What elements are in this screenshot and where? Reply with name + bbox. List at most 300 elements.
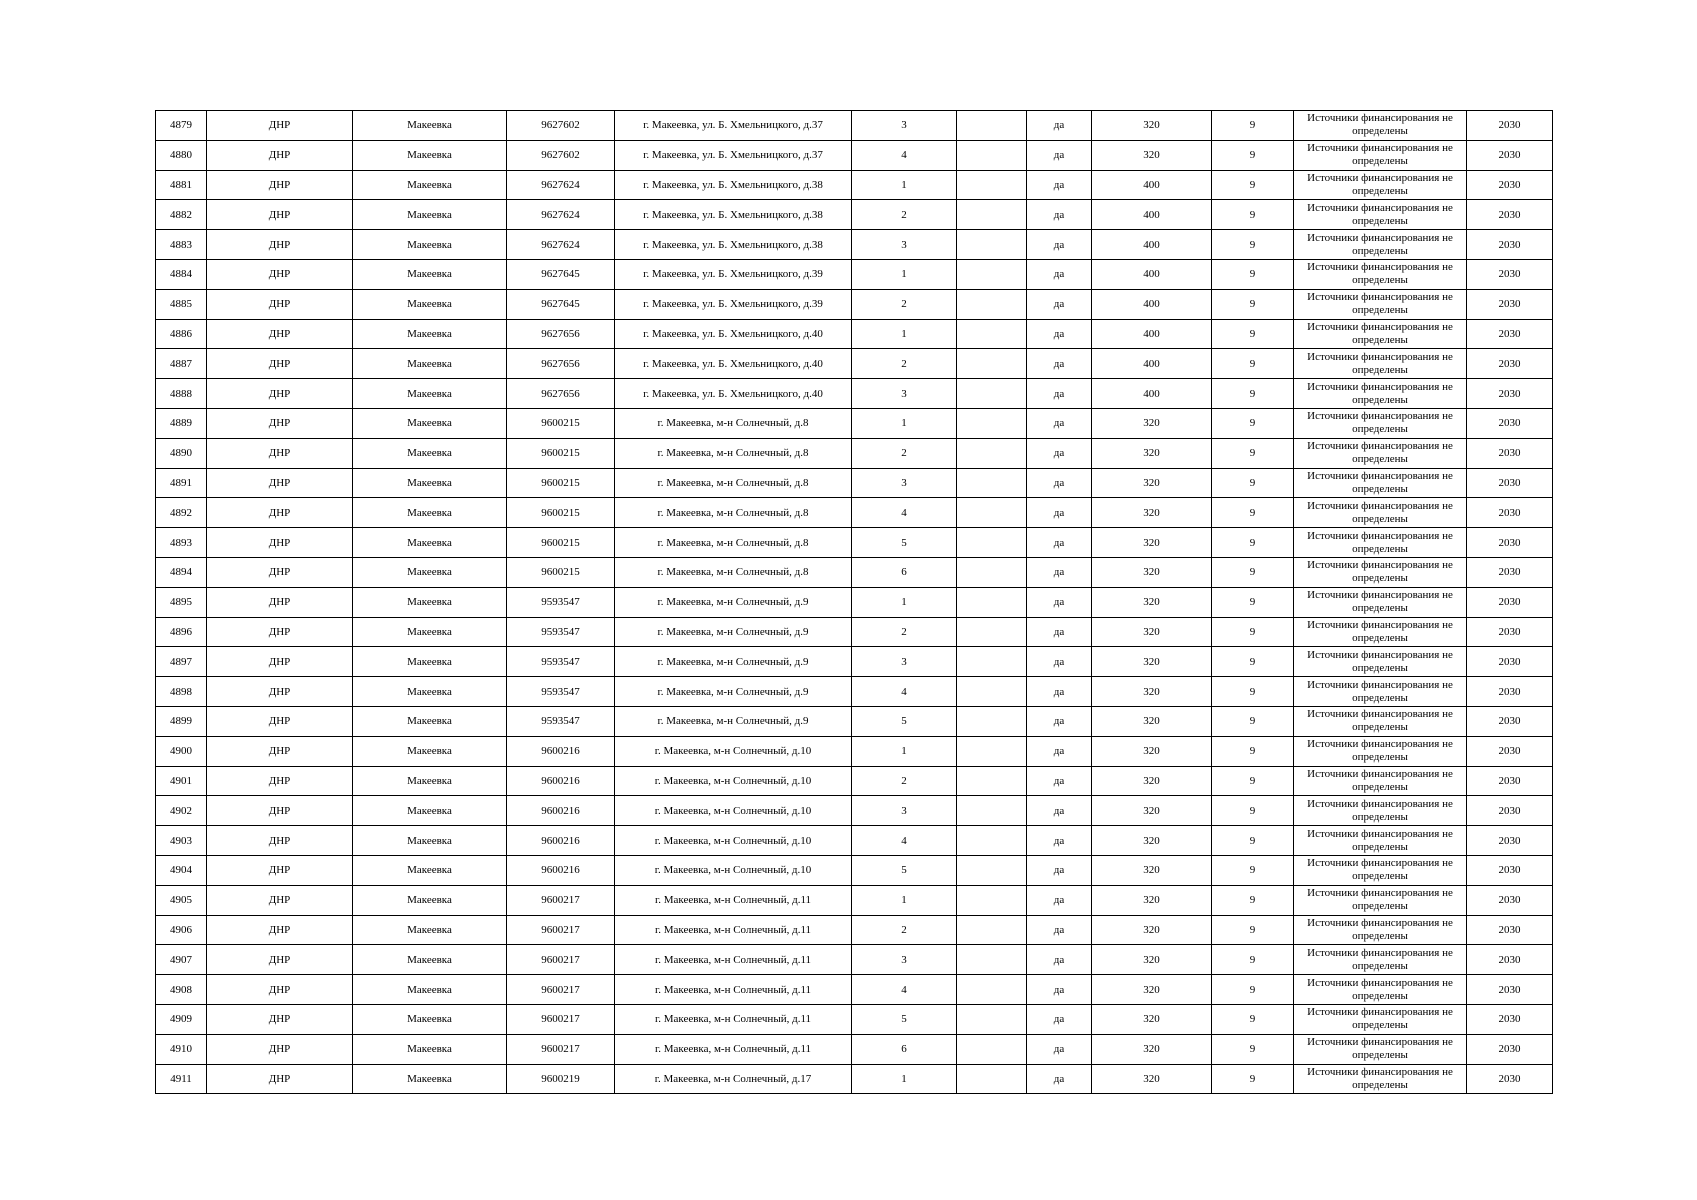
- cell-funding: Источники финансирования не определены: [1294, 796, 1467, 826]
- cell-flag: да: [1027, 140, 1092, 170]
- cell-address: г. Макеевка, м-н Солнечный, д.11: [615, 1004, 852, 1034]
- cell-city: Макеевка: [353, 885, 507, 915]
- table-row: [156, 736, 1553, 766]
- cell-address: г. Макеевка, м-н Солнечный, д.11: [615, 915, 852, 945]
- table-row: [156, 677, 1553, 707]
- cell-funding: Источники финансирования не определены: [1294, 915, 1467, 945]
- cell-city: Макеевка: [353, 826, 507, 856]
- cell-funding: Источники финансирования не определены: [1294, 170, 1467, 200]
- cell-number: 4883: [156, 230, 207, 260]
- cell-funding: Источники финансирования не определены: [1294, 319, 1467, 349]
- cell-floors: 9: [1212, 379, 1294, 409]
- cell-entrance: 2: [852, 438, 957, 468]
- cell-number: 4894: [156, 557, 207, 587]
- cell-code: 9627645: [507, 259, 615, 289]
- cell-entrance: 1: [852, 587, 957, 617]
- cell-empty: [957, 885, 1027, 915]
- cell-floors: 9: [1212, 1004, 1294, 1034]
- cell-floors: 9: [1212, 289, 1294, 319]
- cell-funding: Источники финансирования не определены: [1294, 289, 1467, 319]
- cell-code: 9593547: [507, 706, 615, 736]
- cell-region: ДНР: [207, 736, 353, 766]
- cell-entrance: 1: [852, 1064, 957, 1094]
- cell-city: Макеевка: [353, 379, 507, 409]
- cell-funding: Источники финансирования не определены: [1294, 140, 1467, 170]
- cell-floors: 9: [1212, 677, 1294, 707]
- cell-flag: да: [1027, 259, 1092, 289]
- cell-region: ДНР: [207, 200, 353, 230]
- cell-number: 4881: [156, 170, 207, 200]
- table-row: [156, 915, 1553, 945]
- cell-year: 2030: [1467, 200, 1553, 230]
- cell-capacity: 400: [1092, 170, 1212, 200]
- cell-number: 4884: [156, 259, 207, 289]
- cell-empty: [957, 855, 1027, 885]
- table-row: [156, 826, 1553, 856]
- table-row: [156, 1004, 1553, 1034]
- cell-flag: да: [1027, 945, 1092, 975]
- cell-floors: 9: [1212, 319, 1294, 349]
- cell-entrance: 3: [852, 468, 957, 498]
- cell-code: 9600217: [507, 945, 615, 975]
- cell-year: 2030: [1467, 259, 1553, 289]
- cell-entrance: 2: [852, 915, 957, 945]
- cell-capacity: 320: [1092, 408, 1212, 438]
- cell-address: г. Макеевка, м-н Солнечный, д.11: [615, 1034, 852, 1064]
- cell-entrance: 1: [852, 408, 957, 438]
- cell-empty: [957, 349, 1027, 379]
- cell-capacity: 320: [1092, 855, 1212, 885]
- cell-empty: [957, 140, 1027, 170]
- cell-year: 2030: [1467, 1064, 1553, 1094]
- cell-region: ДНР: [207, 1034, 353, 1064]
- cell-flag: да: [1027, 200, 1092, 230]
- cell-capacity: 320: [1092, 438, 1212, 468]
- cell-address: г. Макеевка, м-н Солнечный, д.8: [615, 438, 852, 468]
- cell-funding: Источники финансирования не определены: [1294, 259, 1467, 289]
- cell-funding: Источники финансирования не определены: [1294, 379, 1467, 409]
- cell-number: 4905: [156, 885, 207, 915]
- cell-year: 2030: [1467, 1034, 1553, 1064]
- cell-number: 4911: [156, 1064, 207, 1094]
- cell-address: г. Макеевка, ул. Б. Хмельницкого, д.38: [615, 200, 852, 230]
- cell-address: г. Макеевка, м-н Солнечный, д.10: [615, 766, 852, 796]
- cell-empty: [957, 111, 1027, 141]
- cell-number: 4897: [156, 647, 207, 677]
- cell-capacity: 320: [1092, 111, 1212, 141]
- cell-address: г. Макеевка, м-н Солнечный, д.8: [615, 528, 852, 558]
- cell-number: 4899: [156, 706, 207, 736]
- cell-flag: да: [1027, 706, 1092, 736]
- cell-funding: Источники финансирования не определены: [1294, 885, 1467, 915]
- cell-capacity: 320: [1092, 140, 1212, 170]
- cell-funding: Источники финансирования не определены: [1294, 945, 1467, 975]
- cell-region: ДНР: [207, 408, 353, 438]
- cell-number: 4895: [156, 587, 207, 617]
- cell-number: 4885: [156, 289, 207, 319]
- cell-year: 2030: [1467, 408, 1553, 438]
- cell-entrance: 2: [852, 349, 957, 379]
- cell-funding: Источники финансирования не определены: [1294, 706, 1467, 736]
- cell-entrance: 3: [852, 945, 957, 975]
- cell-floors: 9: [1212, 408, 1294, 438]
- cell-funding: Источники финансирования не определены: [1294, 766, 1467, 796]
- cell-city: Макеевка: [353, 617, 507, 647]
- cell-funding: Источники финансирования не определены: [1294, 557, 1467, 587]
- cell-code: 9600219: [507, 1064, 615, 1094]
- cell-funding: Источники финансирования не определены: [1294, 1034, 1467, 1064]
- cell-year: 2030: [1467, 706, 1553, 736]
- cell-city: Макеевка: [353, 140, 507, 170]
- table-row: [156, 200, 1553, 230]
- cell-flag: да: [1027, 587, 1092, 617]
- cell-entrance: 1: [852, 170, 957, 200]
- cell-number: 4882: [156, 200, 207, 230]
- cell-capacity: 320: [1092, 975, 1212, 1005]
- cell-year: 2030: [1467, 915, 1553, 945]
- cell-empty: [957, 319, 1027, 349]
- table-row: [156, 587, 1553, 617]
- cell-city: Макеевка: [353, 1004, 507, 1034]
- cell-address: г. Макеевка, ул. Б. Хмельницкого, д.40: [615, 319, 852, 349]
- cell-empty: [957, 230, 1027, 260]
- cell-address: г. Макеевка, ул. Б. Хмельницкого, д.38: [615, 230, 852, 260]
- cell-city: Макеевка: [353, 677, 507, 707]
- cell-year: 2030: [1467, 289, 1553, 319]
- cell-code: 9600215: [507, 408, 615, 438]
- cell-city: Макеевка: [353, 1064, 507, 1094]
- cell-city: Макеевка: [353, 230, 507, 260]
- table-row: [156, 438, 1553, 468]
- table-row: [156, 885, 1553, 915]
- table-row: [156, 706, 1553, 736]
- cell-entrance: 2: [852, 200, 957, 230]
- cell-code: 9627656: [507, 319, 615, 349]
- cell-region: ДНР: [207, 647, 353, 677]
- cell-entrance: 3: [852, 230, 957, 260]
- cell-code: 9593547: [507, 647, 615, 677]
- cell-floors: 9: [1212, 140, 1294, 170]
- cell-entrance: 5: [852, 855, 957, 885]
- cell-capacity: 320: [1092, 468, 1212, 498]
- cell-year: 2030: [1467, 975, 1553, 1005]
- cell-address: г. Макеевка, ул. Б. Хмельницкого, д.40: [615, 349, 852, 379]
- cell-region: ДНР: [207, 379, 353, 409]
- cell-region: ДНР: [207, 706, 353, 736]
- cell-entrance: 4: [852, 498, 957, 528]
- table-row: [156, 408, 1553, 438]
- cell-region: ДНР: [207, 1064, 353, 1094]
- cell-funding: Источники финансирования не определены: [1294, 408, 1467, 438]
- cell-floors: 9: [1212, 468, 1294, 498]
- cell-floors: 9: [1212, 259, 1294, 289]
- cell-entrance: 5: [852, 528, 957, 558]
- cell-empty: [957, 557, 1027, 587]
- cell-funding: Источники финансирования не определены: [1294, 617, 1467, 647]
- cell-address: г. Макеевка, ул. Б. Хмельницкого, д.37: [615, 140, 852, 170]
- cell-empty: [957, 975, 1027, 1005]
- cell-funding: Источники финансирования не определены: [1294, 230, 1467, 260]
- cell-address: г. Макеевка, м-н Солнечный, д.10: [615, 796, 852, 826]
- cell-empty: [957, 766, 1027, 796]
- cell-floors: 9: [1212, 975, 1294, 1005]
- cell-empty: [957, 408, 1027, 438]
- cell-code: 9627624: [507, 170, 615, 200]
- cell-city: Макеевка: [353, 289, 507, 319]
- cell-region: ДНР: [207, 319, 353, 349]
- cell-flag: да: [1027, 438, 1092, 468]
- cell-entrance: 2: [852, 289, 957, 319]
- table-row: [156, 230, 1553, 260]
- table-row: [156, 617, 1553, 647]
- cell-capacity: 320: [1092, 1004, 1212, 1034]
- cell-floors: 9: [1212, 706, 1294, 736]
- cell-floors: 9: [1212, 1064, 1294, 1094]
- cell-floors: 9: [1212, 915, 1294, 945]
- cell-funding: Источники финансирования не определены: [1294, 200, 1467, 230]
- table-row: [156, 796, 1553, 826]
- cell-empty: [957, 379, 1027, 409]
- cell-region: ДНР: [207, 796, 353, 826]
- cell-number: 4908: [156, 975, 207, 1005]
- cell-address: г. Макеевка, ул. Б. Хмельницкого, д.39: [615, 289, 852, 319]
- cell-year: 2030: [1467, 826, 1553, 856]
- cell-empty: [957, 438, 1027, 468]
- cell-year: 2030: [1467, 677, 1553, 707]
- cell-year: 2030: [1467, 349, 1553, 379]
- cell-capacity: 400: [1092, 259, 1212, 289]
- cell-floors: 9: [1212, 557, 1294, 587]
- cell-empty: [957, 736, 1027, 766]
- cell-funding: Источники финансирования не определены: [1294, 736, 1467, 766]
- cell-flag: да: [1027, 557, 1092, 587]
- cell-number: 4906: [156, 915, 207, 945]
- cell-entrance: 4: [852, 975, 957, 1005]
- cell-region: ДНР: [207, 915, 353, 945]
- table-row: [156, 468, 1553, 498]
- cell-entrance: 5: [852, 706, 957, 736]
- cell-region: ДНР: [207, 617, 353, 647]
- cell-empty: [957, 945, 1027, 975]
- cell-empty: [957, 647, 1027, 677]
- cell-number: 4888: [156, 379, 207, 409]
- cell-floors: 9: [1212, 170, 1294, 200]
- cell-flag: да: [1027, 855, 1092, 885]
- cell-flag: да: [1027, 468, 1092, 498]
- cell-number: 4890: [156, 438, 207, 468]
- cell-floors: 9: [1212, 498, 1294, 528]
- cell-empty: [957, 677, 1027, 707]
- cell-entrance: 3: [852, 796, 957, 826]
- table-row: [156, 975, 1553, 1005]
- cell-region: ДНР: [207, 766, 353, 796]
- cell-floors: 9: [1212, 945, 1294, 975]
- cell-flag: да: [1027, 289, 1092, 319]
- cell-code: 9627656: [507, 379, 615, 409]
- cell-flag: да: [1027, 1034, 1092, 1064]
- cell-region: ДНР: [207, 885, 353, 915]
- cell-region: ДНР: [207, 289, 353, 319]
- cell-city: Макеевка: [353, 975, 507, 1005]
- cell-number: 4901: [156, 766, 207, 796]
- table-row: [156, 557, 1553, 587]
- cell-funding: Источники финансирования не определены: [1294, 1064, 1467, 1094]
- cell-funding: Источники финансирования не определены: [1294, 826, 1467, 856]
- cell-capacity: 320: [1092, 528, 1212, 558]
- cell-code: 9600217: [507, 915, 615, 945]
- cell-capacity: 320: [1092, 498, 1212, 528]
- table-row: [156, 647, 1553, 677]
- cell-address: г. Макеевка, м-н Солнечный, д.11: [615, 975, 852, 1005]
- cell-capacity: 320: [1092, 885, 1212, 915]
- cell-code: 9600215: [507, 528, 615, 558]
- cell-capacity: 320: [1092, 1064, 1212, 1094]
- cell-empty: [957, 1034, 1027, 1064]
- cell-entrance: 1: [852, 736, 957, 766]
- cell-address: г. Макеевка, м-н Солнечный, д.9: [615, 706, 852, 736]
- cell-city: Макеевка: [353, 587, 507, 617]
- cell-year: 2030: [1467, 736, 1553, 766]
- cell-empty: [957, 200, 1027, 230]
- cell-flag: да: [1027, 915, 1092, 945]
- cell-address: г. Макеевка, м-н Солнечный, д.17: [615, 1064, 852, 1094]
- cell-address: г. Макеевка, м-н Солнечный, д.9: [615, 587, 852, 617]
- cell-region: ДНР: [207, 587, 353, 617]
- cell-capacity: 320: [1092, 617, 1212, 647]
- cell-city: Макеевка: [353, 915, 507, 945]
- cell-capacity: 320: [1092, 587, 1212, 617]
- cell-floors: 9: [1212, 766, 1294, 796]
- cell-flag: да: [1027, 528, 1092, 558]
- cell-floors: 9: [1212, 587, 1294, 617]
- cell-flag: да: [1027, 379, 1092, 409]
- cell-code: 9627624: [507, 230, 615, 260]
- cell-region: ДНР: [207, 230, 353, 260]
- cell-city: Макеевка: [353, 706, 507, 736]
- cell-flag: да: [1027, 677, 1092, 707]
- cell-year: 2030: [1467, 111, 1553, 141]
- cell-region: ДНР: [207, 528, 353, 558]
- cell-flag: да: [1027, 766, 1092, 796]
- cell-year: 2030: [1467, 587, 1553, 617]
- table-row: [156, 259, 1553, 289]
- cell-number: 4902: [156, 796, 207, 826]
- cell-year: 2030: [1467, 498, 1553, 528]
- cell-code: 9600216: [507, 766, 615, 796]
- cell-year: 2030: [1467, 557, 1553, 587]
- cell-capacity: 320: [1092, 647, 1212, 677]
- cell-capacity: 320: [1092, 826, 1212, 856]
- table-row: [156, 855, 1553, 885]
- cell-code: 9600215: [507, 468, 615, 498]
- cell-entrance: 4: [852, 677, 957, 707]
- cell-number: 4909: [156, 1004, 207, 1034]
- cell-capacity: 320: [1092, 766, 1212, 796]
- cell-capacity: 320: [1092, 736, 1212, 766]
- cell-capacity: 400: [1092, 200, 1212, 230]
- cell-entrance: 5: [852, 1004, 957, 1034]
- cell-city: Макеевка: [353, 200, 507, 230]
- cell-funding: Источники финансирования не определены: [1294, 975, 1467, 1005]
- cell-year: 2030: [1467, 647, 1553, 677]
- cell-flag: да: [1027, 736, 1092, 766]
- table-row: [156, 498, 1553, 528]
- cell-entrance: 2: [852, 617, 957, 647]
- cell-code: 9600217: [507, 1004, 615, 1034]
- cell-funding: Источники финансирования не определены: [1294, 438, 1467, 468]
- cell-entrance: 6: [852, 1034, 957, 1064]
- table-row: [156, 528, 1553, 558]
- cell-funding: Источники финансирования не определены: [1294, 1004, 1467, 1034]
- cell-entrance: 4: [852, 826, 957, 856]
- cell-capacity: 400: [1092, 349, 1212, 379]
- cell-city: Макеевка: [353, 945, 507, 975]
- cell-entrance: 4: [852, 140, 957, 170]
- cell-city: Макеевка: [353, 438, 507, 468]
- cell-number: 4898: [156, 677, 207, 707]
- cell-region: ДНР: [207, 140, 353, 170]
- cell-year: 2030: [1467, 319, 1553, 349]
- cell-flag: да: [1027, 796, 1092, 826]
- table-row: [156, 111, 1553, 141]
- cell-number: 4910: [156, 1034, 207, 1064]
- cell-funding: Источники финансирования не определены: [1294, 855, 1467, 885]
- table-row: [156, 289, 1553, 319]
- cell-city: Макеевка: [353, 855, 507, 885]
- cell-flag: да: [1027, 975, 1092, 1005]
- cell-region: ДНР: [207, 945, 353, 975]
- cell-number: 4900: [156, 736, 207, 766]
- cell-code: 9627602: [507, 111, 615, 141]
- table-row: [156, 1034, 1553, 1064]
- cell-region: ДНР: [207, 826, 353, 856]
- cell-floors: 9: [1212, 826, 1294, 856]
- cell-capacity: 320: [1092, 557, 1212, 587]
- cell-city: Макеевка: [353, 259, 507, 289]
- cell-year: 2030: [1467, 1004, 1553, 1034]
- cell-region: ДНР: [207, 111, 353, 141]
- cell-year: 2030: [1467, 230, 1553, 260]
- cell-capacity: 400: [1092, 319, 1212, 349]
- cell-floors: 9: [1212, 230, 1294, 260]
- cell-code: 9600216: [507, 736, 615, 766]
- cell-region: ДНР: [207, 349, 353, 379]
- cell-city: Макеевка: [353, 349, 507, 379]
- cell-code: 9593547: [507, 587, 615, 617]
- cell-floors: 9: [1212, 111, 1294, 141]
- cell-flag: да: [1027, 319, 1092, 349]
- cell-capacity: 400: [1092, 230, 1212, 260]
- cell-funding: Источники финансирования не определены: [1294, 647, 1467, 677]
- cell-entrance: 1: [852, 259, 957, 289]
- table-body: [156, 111, 1553, 1094]
- cell-empty: [957, 587, 1027, 617]
- cell-funding: Источники финансирования не определены: [1294, 468, 1467, 498]
- cell-code: 9627602: [507, 140, 615, 170]
- cell-entrance: 1: [852, 885, 957, 915]
- cell-year: 2030: [1467, 528, 1553, 558]
- cell-address: г. Макеевка, м-н Солнечный, д.11: [615, 945, 852, 975]
- cell-code: 9600217: [507, 1034, 615, 1064]
- cell-number: 4880: [156, 140, 207, 170]
- cell-flag: да: [1027, 647, 1092, 677]
- cell-floors: 9: [1212, 617, 1294, 647]
- cell-city: Макеевка: [353, 170, 507, 200]
- cell-empty: [957, 170, 1027, 200]
- cell-empty: [957, 468, 1027, 498]
- cell-entrance: 1: [852, 319, 957, 349]
- cell-flag: да: [1027, 617, 1092, 647]
